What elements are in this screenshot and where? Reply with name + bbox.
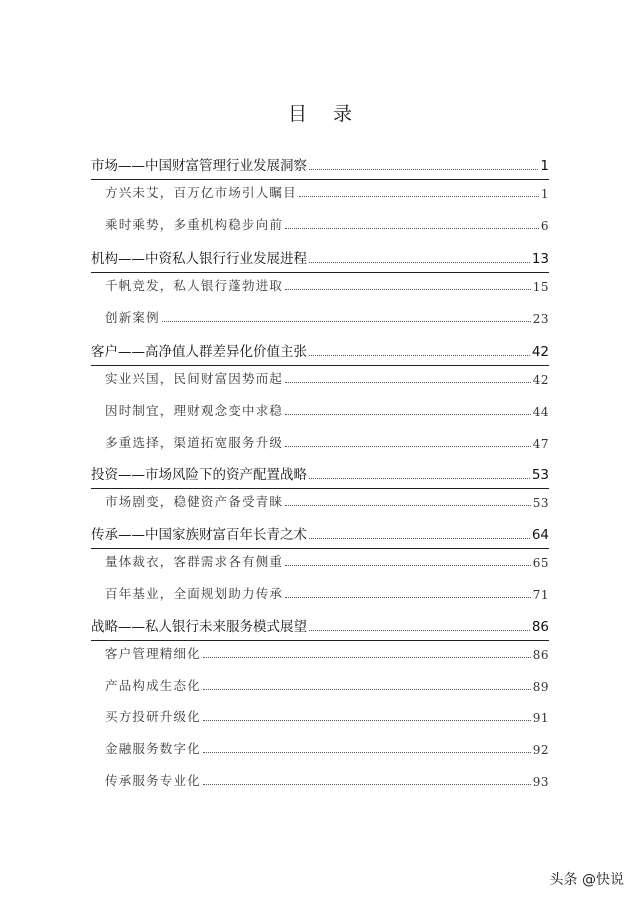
toc-label: 传承——中国家族财富百年长青之术: [91, 523, 307, 543]
dot-leader: [285, 564, 531, 566]
dot-leader: [203, 688, 531, 690]
dot-leader: [309, 629, 530, 631]
toc-label: 因时制宜，理财观念变中求稳: [91, 401, 283, 419]
toc-section[interactable]: [91, 708, 549, 725]
toc-label: 客户——高净值人群差异化价值主张: [91, 340, 307, 360]
toc-section[interactable]: [91, 402, 549, 419]
toc-section[interactable]: [91, 677, 549, 694]
toc-page-number: 23: [532, 312, 549, 326]
toc-chapter-4[interactable]: [91, 465, 549, 483]
toc-section[interactable]: [91, 216, 549, 233]
dot-leader: [285, 381, 531, 383]
toc-page-number: 93: [532, 775, 549, 789]
toc-label: 产品构成生态化: [91, 676, 201, 694]
dot-leader: [309, 537, 530, 539]
toc-section[interactable]: [91, 370, 549, 387]
toc-chapter-1[interactable]: [91, 156, 549, 174]
dot-leader: [203, 783, 531, 785]
dot-leader: [203, 751, 531, 753]
toc-page-number: 1: [540, 158, 549, 174]
toc-label: 多重选择，渠道拓宽服务升级: [91, 433, 283, 451]
toc-page-number: 1: [540, 187, 549, 201]
toc-page-number: 91: [532, 711, 549, 725]
toc-page-number: 65: [532, 556, 549, 570]
dot-leader: [309, 168, 538, 170]
toc-label: 机构——中资私人银行行业发展进程: [91, 247, 307, 267]
toc-label: 传承服务专业化: [91, 771, 201, 789]
toc-page-number: 6: [540, 219, 549, 233]
toc-section[interactable]: [91, 772, 549, 789]
toc-page-number: 15: [532, 280, 549, 294]
toc-page-number: 53: [531, 467, 549, 483]
toc-page-number: 53: [532, 496, 549, 510]
dot-leader: [162, 320, 531, 322]
page-title: 目 录: [287, 103, 363, 125]
toc-label: 战略——私人银行未来服务模式展望: [91, 615, 307, 635]
toc-label: 百年基业，全面规划助力传承: [91, 584, 283, 602]
toc-label: 创新案例: [91, 308, 160, 326]
toc-page-number: 47: [532, 437, 549, 451]
toc-chapter-2[interactable]: [91, 249, 549, 267]
toc-label: 实业兴国，民间财富因势而起: [91, 369, 283, 387]
toc-label: 金融服务数字化: [91, 739, 201, 757]
toc-section[interactable]: [91, 434, 549, 451]
toc-section[interactable]: [91, 309, 549, 326]
toc-label: 市场剧变，稳健资产备受青睐: [91, 492, 283, 510]
toc-section[interactable]: [91, 740, 549, 757]
dot-leader: [203, 656, 531, 658]
toc-chapter-5[interactable]: [91, 525, 549, 543]
dot-leader: [285, 227, 539, 229]
toc-chapter-3[interactable]: [91, 342, 549, 360]
dot-leader: [299, 195, 539, 197]
toc-label: 方兴未艾，百万亿市场引人瞩目: [91, 183, 297, 201]
toc-page-number: 13: [531, 251, 549, 267]
toc-section[interactable]: [91, 553, 549, 570]
dot-leader: [309, 354, 530, 356]
dot-leader: [285, 504, 531, 506]
dot-leader: [285, 413, 531, 415]
toc-section[interactable]: [91, 585, 549, 602]
toc-section[interactable]: [91, 493, 549, 510]
dot-leader: [309, 261, 530, 263]
toc-label: 投资——市场风险下的资产配置战略: [91, 463, 307, 483]
toc-page-number: 92: [532, 743, 549, 757]
watermark: 头条 @快说: [549, 872, 624, 888]
dot-leader: [309, 477, 530, 479]
toc-page-number: 44: [532, 405, 549, 419]
dot-leader: [285, 596, 531, 598]
toc-page-number: 86: [532, 648, 549, 662]
toc-label: 乘时乘势，多重机构稳步向前: [91, 215, 283, 233]
toc-page-number: 64: [531, 527, 549, 543]
toc-page-number: 86: [531, 619, 549, 635]
toc-section[interactable]: [91, 184, 549, 201]
toc-label: 市场——中国财富管理行业发展洞察: [91, 154, 307, 174]
dot-leader: [203, 719, 531, 721]
toc-page-number: 42: [532, 373, 549, 387]
toc-section[interactable]: [91, 645, 549, 662]
toc-section[interactable]: [91, 277, 549, 294]
dot-leader: [285, 445, 531, 447]
toc-page-number: 89: [532, 680, 549, 694]
toc-label: 量体裁衣，客群需求各有侧重: [91, 552, 283, 570]
toc-label: 买方投研升级化: [91, 707, 201, 725]
toc-page-number: 71: [532, 588, 549, 602]
toc-chapter-6[interactable]: [91, 617, 549, 635]
toc-label: 千帆竞发，私人银行蓬勃进取: [91, 276, 283, 294]
toc-label: 客户管理精细化: [91, 644, 201, 662]
toc-page-number: 42: [531, 344, 549, 360]
dot-leader: [285, 288, 531, 290]
